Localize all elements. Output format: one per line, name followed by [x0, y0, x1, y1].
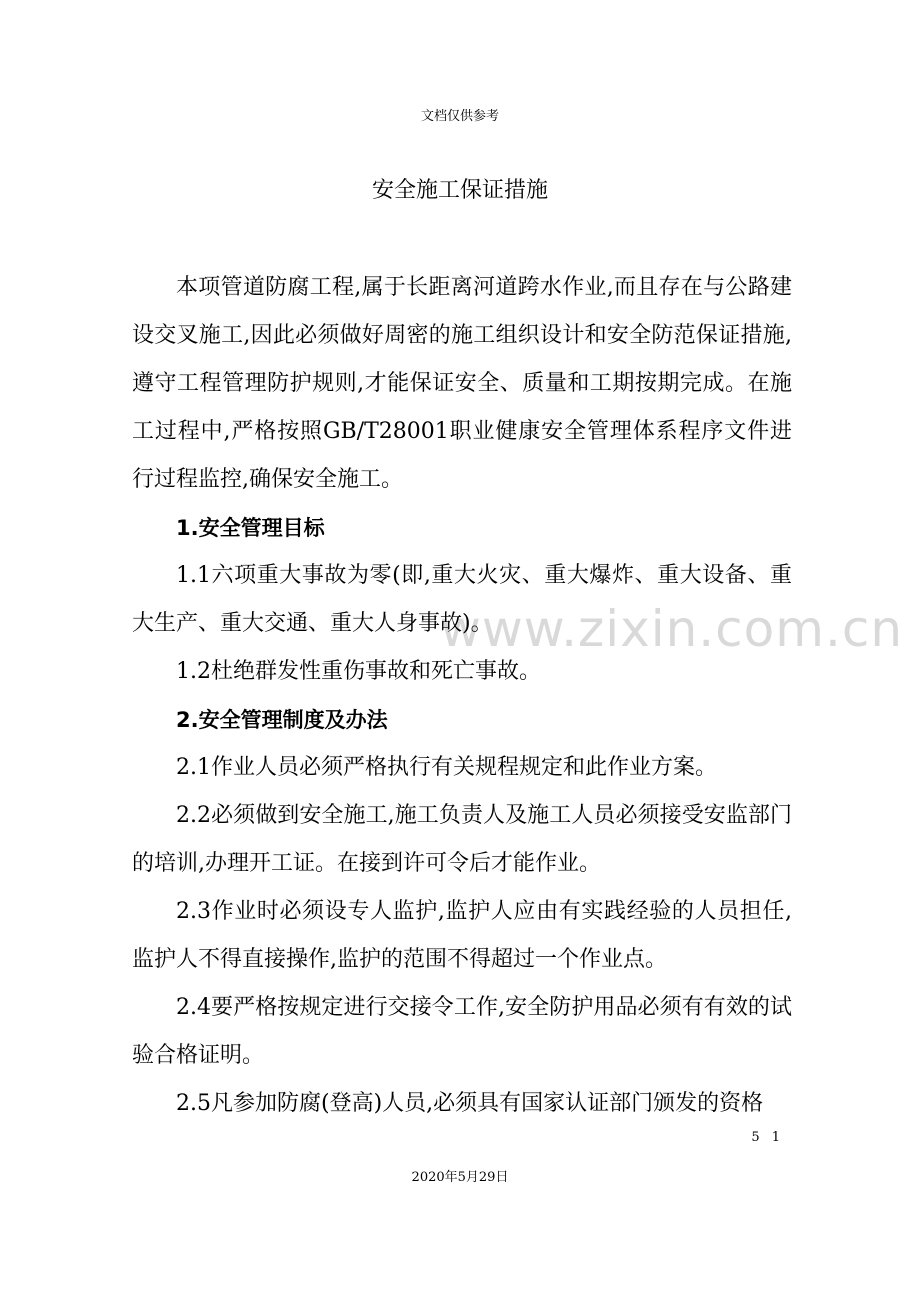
paragraph-2-4: 2.4要严格按规定进行交接令工作,安全防护用品必须有有效的试验合格证明。: [132, 995, 792, 1068]
paragraph-1-1: 1.1六项重大事故为零(即,重大火灾、重大爆炸、重大设备、重大生产、重大交通、重大人身事故)。: [132, 563, 792, 636]
section-heading-2: 2.安全管理制度及办法: [176, 708, 388, 732]
paragraph-2-5: 2.5凡参加防腐(登高)人员,必须具有国家认证部门颁发的资格: [176, 1091, 764, 1116]
paragraph-2-3: 2.3作业时必须设专人监护,监护人应由有实践经验的人员担任,监护人不得直接操作,监护的范围不得超过一个作业点。: [132, 899, 792, 972]
document-body: [132, 264, 792, 1128]
document-title: 安全施工保证措施: [371, 178, 548, 203]
section-heading-1: 1.安全管理目标: [176, 516, 325, 540]
paragraph-2-1: 2.1作业人员必须严格执行有关规程规定和此作业方案。: [176, 755, 717, 780]
header-note: 文档仅供参考: [420, 109, 499, 124]
intro-paragraph: 本项管道防腐工程,属于长距离河道跨水作业,而且存在与公路建设交叉施工,因此必须做好周密的施工组织设计和安全防范保证措施,遵守工程管理防护规则,才能保证安全、质量和工期按期完成。在施工过程中,严格按照GB/T28001职业健康安全管理体系程序文件进行过程监控,确保安全施工。: [132, 275, 792, 492]
paragraph-2-2: 2.2必须做到安全施工,施工负责人及施工人员必须接受安监部门的培训,办理开工证。在接到许可令后才能作业。: [132, 803, 792, 876]
paragraph-1-2: 1.2杜绝群发性重伤事故和死亡事故。: [176, 659, 541, 684]
footer-date: 2020年5月29日: [411, 1170, 509, 1185]
page-number: 5 1: [751, 1130, 784, 1145]
watermark: www.zixin.com.cn: [440, 600, 904, 658]
